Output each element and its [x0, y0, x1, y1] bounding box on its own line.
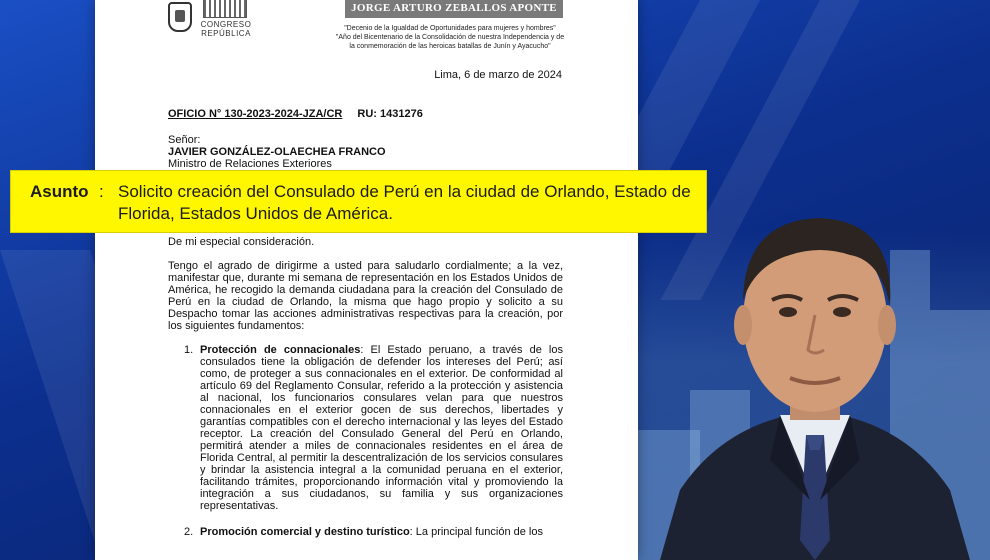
greeting: De mi especial consideración. [168, 236, 315, 248]
person-portrait [640, 200, 990, 560]
item-heading: Promoción comercial y destino turístico [200, 526, 410, 538]
letter-date: Lima, 6 de marzo de 2024 [434, 69, 562, 81]
asunto-text: Solicito creación del Consulado de Perú en la ciudad de Orlando, Estado de Florida, Estados Unidos de América. [118, 182, 691, 223]
decenio-slogan: "Decenio de la Igualdad de Oportunidades para mujeres y hombres" "Año del Bicentenario de la Consolidación de nuestra Independencia y de la conmemoración de las heroicas batallas de Junín y Ayacucho" [335, 25, 565, 50]
oficio-number: OFICIO N° 130-2023-2024-JZA/CR [168, 108, 343, 120]
congreso-logo-text: CONGRESO REPÚBLICA [200, 20, 252, 38]
asunto-label: Asunto [30, 182, 89, 201]
coat-of-arms-icon [168, 2, 192, 32]
portrait-illustration [640, 200, 990, 560]
item-text: : La principal función de los [409, 526, 543, 538]
asunto-colon: : [99, 182, 104, 201]
intro-paragraph: Tengo el agrado de dirigirme a usted para saludarlo cordialmente; a la vez, manifestar que, durante mi semana de representación en los Estados Unidos de América, he recogido la demanda ciudadana para la creación del Consulado de Perú en la ciudad de Orlando, la misma que hago propio y solicito a su Despacho tomar las acciones administrativas respectivas para la creación, por los siguientes fundamentos: [168, 260, 563, 332]
congreso-logo-icon [203, 0, 247, 18]
letter-body [168, 236, 563, 552]
letter-document [95, 0, 638, 560]
congressman-name-banner: JORGE ARTURO ZEBALLOS APONTE [345, 0, 563, 18]
oficio-reference [168, 108, 423, 120]
addressee-block [168, 134, 386, 170]
item-text: : El Estado peruano, a través de los consulados tiene la obligación de defender los intereses del Perú; así como, de proteger a sus connacionales en el exterior. De conformidad al artículo 69 del Reglamento Consular, referido a la protección y asistencia al nacional, los funcionarios consulares velan para que nuestros connacionales en el exterior gocen de sus derechos, libertades y garantías compatibles con el derecho internacional y las leyes del Estado receptor. La creación del Consulado General del Perú en Orlando, permitirá atender a miles de connacionales residentes en el área de Florida Central, al permitir la descentralización de los servicios consulares y brindar la asistencia integral a la comunidad peruana en el exterior, facilitando trámites, proporcionando información vital y promoviendo la integración a sus ciudadanos, su familia y sus organizaciones representativas. [200, 344, 563, 512]
ru-number: RU: 1431276 [357, 108, 423, 120]
addressee-title: Ministro de Relaciones Exteriores [168, 158, 332, 170]
salutation: Señor: [168, 134, 201, 146]
list-item: 2. Promoción comercial y destino turístico: La principal función de los [184, 526, 543, 538]
addressee-name: JAVIER GONZÁLEZ-OLAECHEA FRANCO [168, 146, 386, 158]
item-heading: Protección de connacionales [200, 344, 361, 356]
list-item: 1. Protección de connacionales: El Estado peruano, a través de los consulados tiene la obligación de defender los intereses del Perú; así como, de proteger a sus connacionales en el exterior. De conformidad al artículo 69 del Reglamento Consular, referido a la protección y asistencia al nacional, los funcionarios consulares velan para que nuestros connacionales en el exterior gocen de sus derechos, libertades y garantías compatibles con el derecho internacional y las leyes del Estado receptor. La creación del Consulado General del Perú en Orlando, permitirá atender a miles de connacionales residentes en el área de Florida Central, al permitir la descentralización de los servicios consulares y brindar la asistencia integral a la comunidad peruana en el exterior, facilitando trámites, proporcionando información vital y promoviendo la integración a sus ciudadanos, su familia y sus organizaciones representativas. [184, 344, 563, 512]
asunto-highlight [10, 170, 707, 233]
